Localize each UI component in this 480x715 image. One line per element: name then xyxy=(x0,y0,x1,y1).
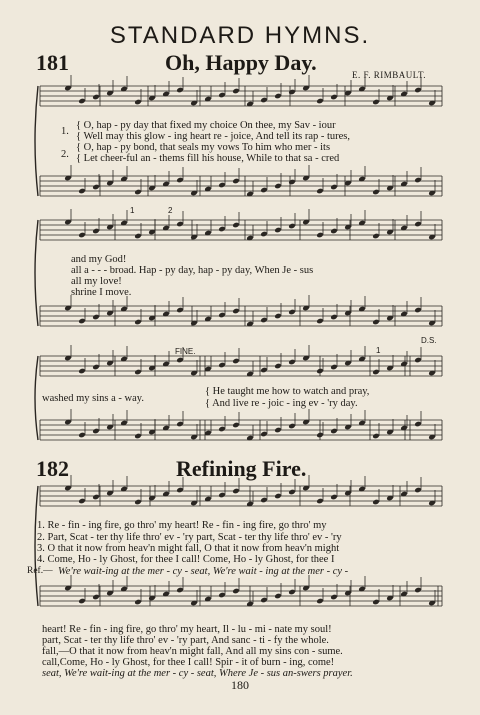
lyric-line: all a - - - broad. Hap - py day, hap - py day, When Je - sus xyxy=(71,265,314,276)
lyric-line: call,Come, Ho - ly Ghost, for thee I call! Spir - it of burn - ing, come! xyxy=(42,657,335,668)
system-brace xyxy=(35,220,38,326)
page-number: 180 xyxy=(231,678,249,692)
lyric-line: fall,—O that it now from heav'n might fall, And all my sins con - sume. xyxy=(42,646,343,657)
hymn-number-182: 182 xyxy=(36,456,69,481)
system-brace xyxy=(35,486,38,606)
hymn-number-181: 181 xyxy=(36,50,69,75)
volta-1-refrain: 1 xyxy=(376,346,381,355)
lyric-line: { O, hap - py bond, that seals my vows To him who mer - its xyxy=(76,142,331,153)
lyric-line: { Well may this glow - ing heart re - joice, And tell its rap - tures, xyxy=(76,131,351,142)
lyric-line: all my love! xyxy=(71,276,122,287)
lyric-line: part, Scat - ter thy life thro' ev - 'ry part, And sanc - ti - fy the whole. xyxy=(42,635,329,646)
refrain-lyric: We're wait-ing at the mer - cy - seat, We're wait - ing at the mer - cy - xyxy=(58,566,349,577)
composer-credit: E. F. RIMBAULT. xyxy=(352,70,427,80)
lyric-line: and my God! xyxy=(71,254,127,265)
lyric-line: { Let cheer-ful an - thems fill his house, While to that sa - cred xyxy=(76,153,340,164)
system-brace xyxy=(35,356,38,440)
fine-marking: FINE. xyxy=(175,347,196,356)
lyric-line: { O, hap - py day that fixed my choice On thee, my Sav - iour xyxy=(76,120,336,131)
hymn-title-181: Oh, Happy Day. xyxy=(165,50,317,75)
lyric-line: seat, We're wait-ing at the mer - cy - seat, Where Je - sus an-swers prayer. xyxy=(42,668,353,679)
volta-2: 2 xyxy=(168,206,173,215)
system-brace xyxy=(35,86,38,196)
verse-number-1: 1. xyxy=(61,126,69,137)
lyric-line: 4. Come, Ho - ly Ghost, for thee I call! Come, Ho - ly Ghost, for thee I xyxy=(37,554,335,565)
refrain-label: Ref.— xyxy=(27,566,53,576)
lyric-line: { And live re - joic - ing ev - 'ry day. xyxy=(205,398,358,409)
ds-marking: D.S. xyxy=(421,336,437,345)
lyric-line: shrine I move. xyxy=(71,287,132,298)
running-head: STANDARD HYMNS. xyxy=(109,22,371,49)
verse-number-2: 2. xyxy=(61,149,69,160)
lyric-line: 2. Part, Scat - ter thy life thro' ev - 'ry part, Scat - ter thy life thro' ev - 'ry xyxy=(37,532,342,543)
lyric-line: washed my sins a - way. xyxy=(42,393,144,404)
volta-1: 1 xyxy=(130,206,135,215)
lyric-line: 3. O that it now from heav'n might fall, O that it now from heav'n might xyxy=(37,543,340,554)
lyric-line: { He taught me how to watch and pray, xyxy=(205,386,370,397)
lyric-line: 1. Re - fin - ing fire, go thro' my heart! Re - fin - ing fire, go thro' my xyxy=(37,520,327,531)
hymn-title-182: Refining Fire. xyxy=(176,456,307,481)
lyric-line: heart! Re - fin - ing fire, go thro' my heart, Il - lu - mi - nate my soul! xyxy=(42,624,332,635)
